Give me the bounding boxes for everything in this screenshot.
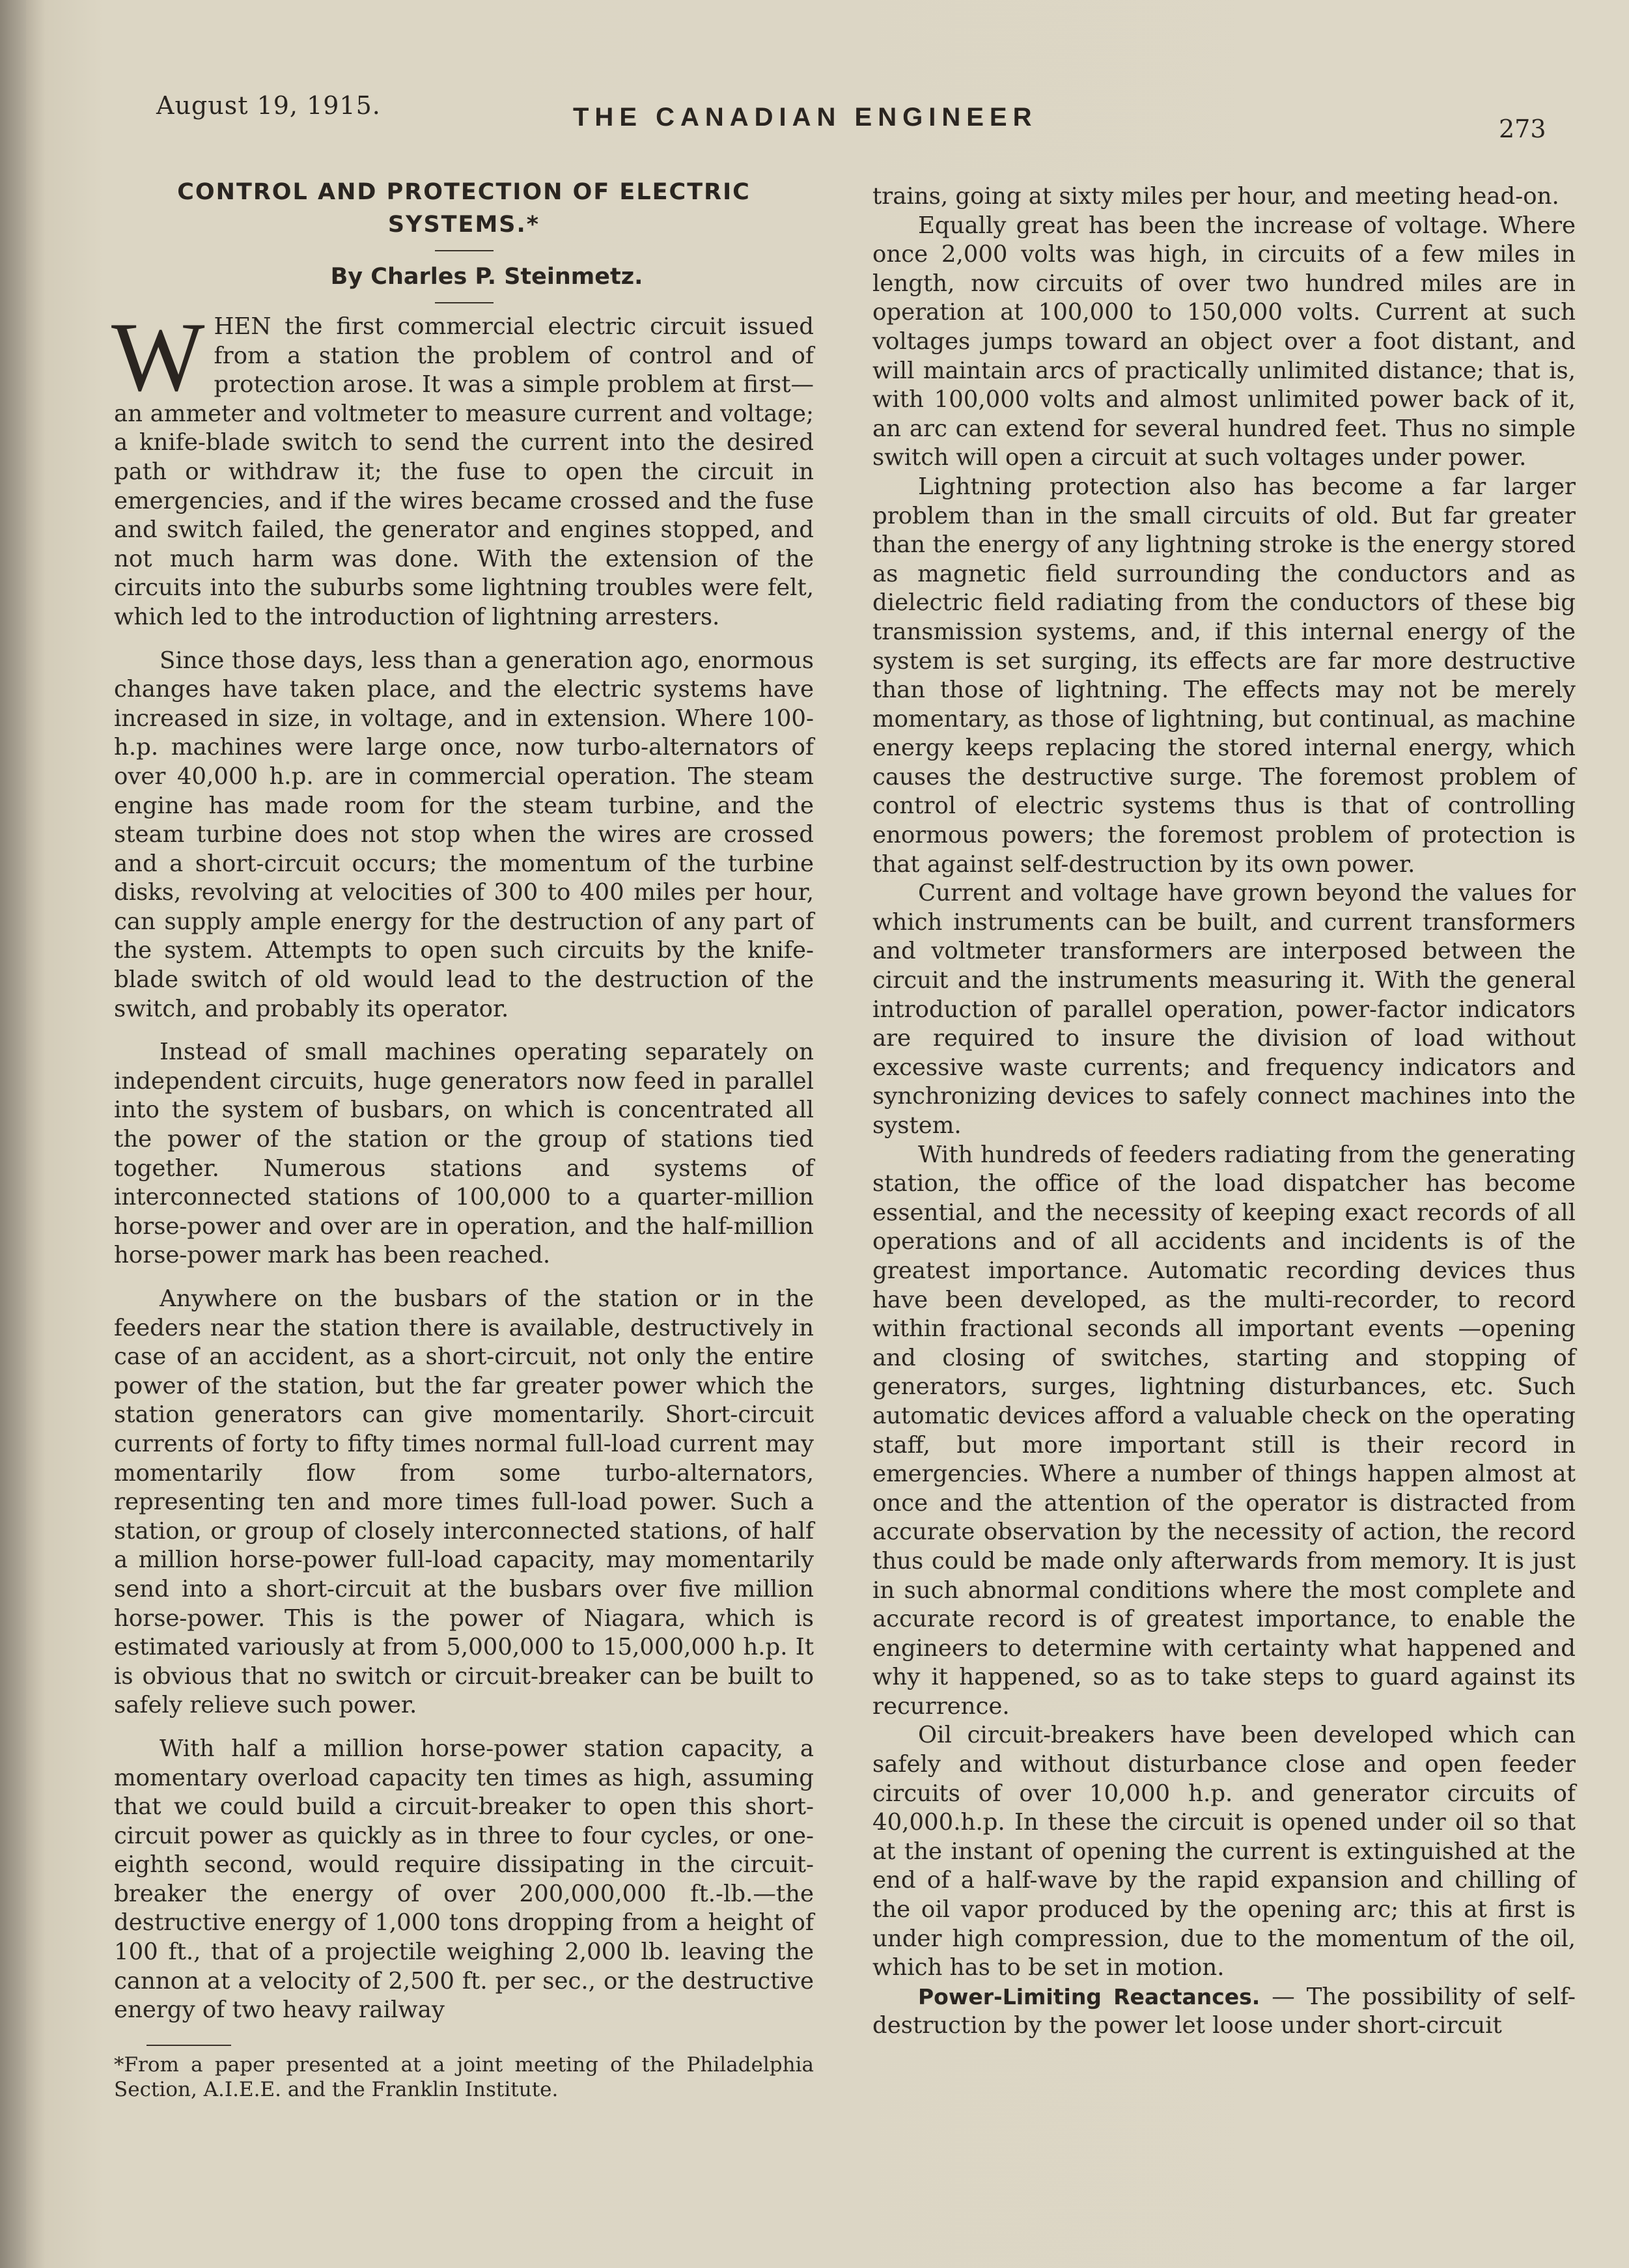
drop-cap: W (111, 302, 205, 412)
body-paragraph: Instead of small machines operating separately on independent circuits, huge generators now feed in parallel into the system of busbars, on which is concentrated all the power of the station or the group of stations tied together. Numerous stations and systems of interconnected stations of 100,000 to a quarter-million horse-power and over are in operation, and the half-million horse-power mark has been reached. (114, 1039, 814, 1269)
body-paragraph: Equally great has been the increase of voltage. Where once 2,000 volts was high, in circuits of a few miles in length, now circuits of over two hundred miles are in operation at 100,000 to 150,000 volts. Current at such voltages jumps toward an object over a foot distant, and will maintain arcs of practically unlimited distance; that is, with 100,000 volts and almost unlimited power back of it, an arc can extend for several hundred feet. Thus no simple switch will open a circuit at such voltages under power. (872, 212, 1576, 471)
journal-title: THE CANADIAN ENGINEER (573, 103, 1038, 132)
magazine-page (26, 0, 1629, 2268)
body-paragraph: Lightning protection also has become a far larger problem than in the small circuits of old. But far greater than the energy of any lightning stroke is the energy stored as magnetic field surrounding the conductors and as dielectric field radiating from the conductors of these big transmission systems, and, if this internal energy of the system is set surging, its effects are far more destructive than those of lightning. The effects may not be merely momentary, as those of lightning, but continual, as machine energy keeps replacing the stored internal energy, which causes the destructive surge. The foremost problem of control of electric systems thus is that of controlling enormous powers; the foremost problem of protection is that against self-destruction by its own power. (872, 473, 1576, 878)
body-paragraph: Since those days, less than a generation ago, enormous changes have taken place, and the electric systems have increased in size, in voltage, and in extension. Where 100-h.p. machines were large once, now turbo-alternators of over 40,000 h.p. are in commercial operation. The steam engine has made room for the steam turbine, and the steam turbine does not stop when the wires are crossed and a short-circuit occurs; the momentum of the turbine disks, revolving at velocities of 300 to 400 miles per hour, can supply ample energy for the destruction of any part of the system. Attempts to open such circuits by the knife-blade switch of old would lead to the destruction of the switch, and probably its operator. (114, 647, 814, 1022)
footnote: *From a paper presented at a joint meeting of the Philadelphia Section, A.I.E.E. and the Franklin Institute. (114, 2052, 814, 2101)
continuation-text: trains, going at sixty miles per hour, and meeting head-on. (872, 183, 1559, 210)
footnote-rule (146, 2045, 231, 2046)
right-column (872, 182, 1576, 2041)
body-paragraph: Oil circuit-breakers have been developed which can safely and without disturbance close and open feeder circuits of over 10,000 h.p. and generator circuits of 40,000.h.p. In these the circuit is opened under oil so that at the instant of opening the current is extinguished at the end of a half-wave by the rapid expansion and chilling of the oil vapor produced by the opening arc; this at first is under high compression, due to the momentum of the oil, which has to be set in motion. (872, 1722, 1576, 1981)
body-paragraph: Anywhere on the busbars of the station or in the feeders near the station there is available, destructively in case of an accident, as a short-circuit, not only the entire power of the station, but the far greater power which the station generators can give momentarily. Short-circuit currents of forty to fifty times normal full-load current may momentarily flow from some turbo-alternators, representing ten and more times full-load power. Such a station, or group of closely interconnected stations, of half a million horse-power full-load capacity, may momentarily send into a short-circuit at the busbars over five million horse-power. This is the power of Niagara, which is estimated variously at from 5,000,000 to 15,000,000 h.p. It is obvious that no switch or circuit-breaker can be built to safely relieve such power. (114, 1285, 814, 1719)
issue-date: August 19, 1915. (156, 91, 381, 120)
body-paragraph: With hundreds of feeders radiating from the generating station, the office of the load dispatcher has become essential, and the necessity of keeping exact records of all operations and of all accidents and incidents is of the greatest importance. Automatic recording devices thus have been developed, as the multi-recorder, to record within fractional seconds all important events —opening and closing of switches, starting and stopping of generators, surges, lightning disturbances, etc. Such automatic devices afford a valuable check on the operating staff, but more important still is their record in emergencies. Where a number of things happen almost at once and the attention of the operator is distracted from accurate observation by the necessity of action, the record thus could be made only afterwards from memory. It is just in such abnormal conditions where the most complete and accurate record is of greatest importance, to enable the engineers to determine with certainty what happened and why it happened, so as to take steps to guard against its recurrence. (872, 1141, 1576, 1720)
left-column (111, 176, 814, 2102)
opening-paragraph-text: HEN the first commercial electric circuit issued from a station the problem of control and of protection arose. It was a simple problem at first—an ammeter and voltmeter to measure current and voltage; a knife-blade switch to send the current into the desired path or withdraw it; the fuse to open the circuit in emergencies, and if the wires became crossed and the fuse and switch failed, the generator and engines stopped, and not much harm was done. With the extension of the circuits into the suburbs some lightning troubles were felt, which led to the introduction of lightning arresters. (114, 313, 814, 630)
title-rule (435, 250, 494, 251)
page-number: 273 (1499, 115, 1546, 143)
section-paragraph-text: — The possibility of self-destruction by the power let loose under short-circuit (872, 1983, 1576, 2039)
article-title: CONTROL AND PROTECTION OF ELECTRIC SYSTEMS.* (177, 179, 751, 238)
opening-paragraph (111, 302, 814, 632)
byline-rule (435, 302, 494, 303)
section-paragraph (872, 1983, 1576, 2041)
binding-gutter (0, 0, 26, 2268)
section-heading: Power-Limiting Reactances. (918, 1983, 1260, 2009)
body-paragraph: Current and voltage have grown beyond the values for which instruments can be built, and current transformers and voltmeter transformers are interposed between the circuit and the instruments measuring it. With the general introduction of parallel operation, power-factor indicators are required to insure the division of load without excessive waste currents; and frequency indicators and synchronizing devices to safely connect machines into the system. (872, 880, 1576, 1139)
article-byline: By Charles P. Steinmetz. (330, 264, 643, 290)
body-paragraph: With half a million horse-power station capacity, a momentary overload capacity ten times as high, assuming that we could build a circuit-breaker to open this short-circuit power as quickly as in three to four cycles, or one-eighth second, would require dissipating in the circuit-breaker the energy of over 200,000,000 ft.-lb.—the destructive energy of 1,000 tons dropping from a height of 100 ft., that of a projectile weighing 2,000 lb. leaving the cannon at a velocity of 2,500 ft. per sec., or the destructive energy of two heavy railway (114, 1735, 814, 2024)
